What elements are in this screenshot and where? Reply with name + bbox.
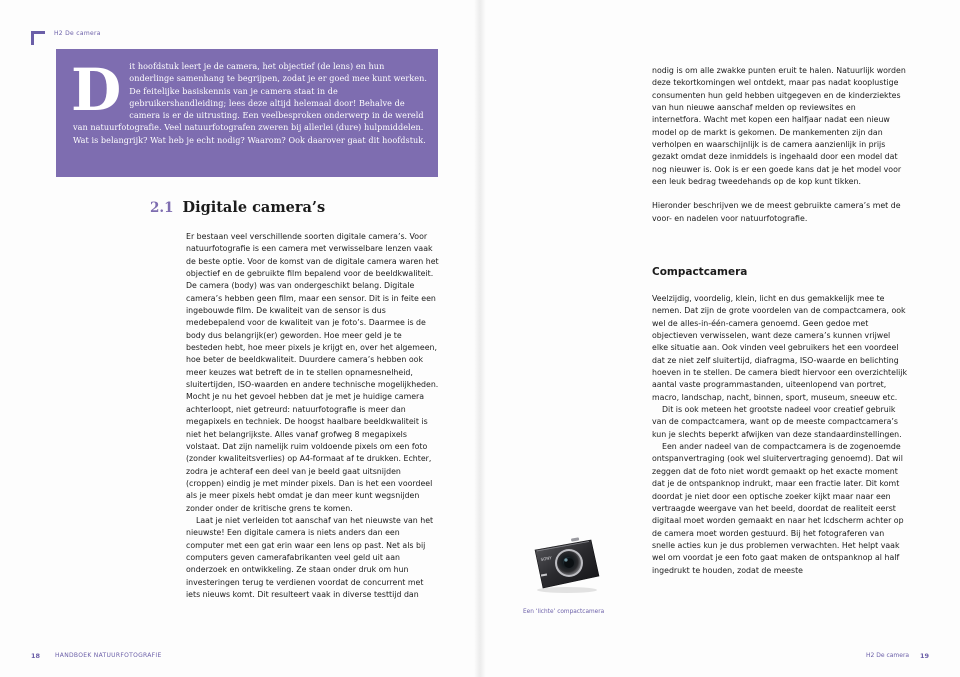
section-number: 2.1 xyxy=(150,200,174,216)
intro-text: it hoofdstuk leert je de camera, het objectief (de lens) en hun onderlinge samenhang te begrijpen, zodat je er goed mee kunt werken. De feitelijke basiskennis van je camera staat in de gebruikershandleiding; lees deze altijd helemaal door! Behalve de camera is er de uitrusting. Een veelbesproken onderwerp in de wereld van natuurfotografie. Veel natuurfotografen zweren bij allerlei (dure) hulpmiddelen. Wat is belangrijk? Wat heb je echt nodig? Waarom? Ook daarover gaat dit hoofdstuk. xyxy=(73,61,427,145)
camera-brand-label: SONY xyxy=(540,555,553,562)
intro-dropcap: D xyxy=(71,56,122,124)
right-page-number: 19 xyxy=(920,652,930,660)
book-gutter xyxy=(474,0,486,677)
compact-camera-image xyxy=(531,536,603,596)
right-footer-title: H2 De camera xyxy=(866,652,910,659)
chapter-intro-box xyxy=(56,49,438,177)
figure-caption: Een ‘lichte’ compactcamera xyxy=(523,609,605,615)
right-body-column xyxy=(652,65,906,225)
body-paragraph: Veelzijdig, voordelig, klein, licht en dus gemakkelijk mee te nemen. Dat zijn de grote voordelen van de compactcamera, ook wel de alles-in-één-camera genoemd. Geen gedoe met objectieven verwisselen, want deze camera’s kunnen vrijwel elke situatie aan. Ook vinden veel gebruikers het een voordeel dat ze niet zelf sluitertijd, diafragma, ISO-waarde en belichting hoeven in te stellen. De camera biedt hiervoor een overzichtelijk aantal vaste programmastanden, uiteenlopend van portret, macro, landschap, nacht, binnen, sport, museum, sneeuw etc. xyxy=(652,294,908,402)
body-paragraph: Hieronder beschrijven we de meest gebruikte camera’s met de voor- en nadelen voor natuurfotografie. xyxy=(652,201,901,223)
section-title: Digitale camera’s xyxy=(182,199,326,216)
subsection-title: Compactcamera xyxy=(652,266,748,278)
left-body-column xyxy=(186,231,439,601)
running-head: H2 De camera xyxy=(54,30,101,37)
body-paragraph: Een ander nadeel van de compactcamera is de zogenoemde ontspanvertraging (ook wel sluitervertraging genoemd). Dat wil zeggen dat de foto niet wordt gemaakt op het exacte moment dat je de ontspanknop indrukt, maar een fractie later. Dit komt doordat je niet door een optische zoeker kijkt maar naar een vertraagde weergave van het beeld, doordat de realiteit eerst digitaal moet worden gemaakt en naar het lcdscherm achter op de camera moet worden gestuurd. Bij het fotograferen van snelle acties kun je dus problemen verwachten. Het helpt vaak wel om voordat je een foto gaat maken de ontspanknop al half ingedrukt te houden, zodat de meeste xyxy=(652,442,904,575)
body-paragraph: Er bestaan veel verschillende soorten digitale camera’s. Voor natuurfotografie is een camera met verwisselbare lenzen vaak de beste optie. Voor de komst van de digitale camera waren het objectief en de gebruikte film bepalend voor de beeldkwaliteit. De camera (body) was van ondergeschikt belang. Digitale camera’s hebben geen film, maar een sensor. Dit is in feite een ingebouwde film. De kwaliteit van de sensor is dus medebepalend voor de kwaliteit van je foto’s. Daarmee is de body dus belangrijk(er) geworden. Hoe meer geld je te besteden hebt, hoe meer pixels je krijgt en, over het algemeen, hoe beter de beeldkwaliteit. Duurdere camera’s hebben ook meer keuzes wat betreft de in te stellen opnamesnelheid, sluitertijden, ISO-waarden en andere technische mogelijkheden. Mocht je nu het gevoel hebben dat je met je huidige camera achterloopt, niet getreurd: natuurfotografie is meer dan megapixels en techniek. De hoogst haalbare beeldkwaliteit is niet het belangrijkste. Alles vanaf grofweg 8 megapixels volstaat. Dat zijn namelijk ruim voldoende pixels om een foto (zonder kwaliteitsverlies) op A4-formaat af te drukken. Echter, zodra je achteraf een deel van je beeld gaat uitsnijden (croppen) eindig je met minder pixels. Dan is het een voordeel als je meer pixels hebt omdat je dan meer kunt wegsnijden zonder onder de kritische grens te komen. xyxy=(186,232,439,513)
body-paragraph: nodig is om alle zwakke punten eruit te halen. Natuurlijk worden deze tekortkomingen wel ontdekt, maar pas nadat kooplustige consumenten hun geld hebben uitgegeven en de kinderziektes van hun nieuwe aanschaf melden op reviewsites en internetfora. Wacht met kopen een halfjaar nadat een nieuw model op de markt is gekomen. De mankementen zijn dan verholpen en waarschijnlijk is de camera aanzienlijk in prijs gezakt omdat deze inmiddels is ingehaald door een model dat nog nieuwer is. Ook is er een goede kans dat je het model voor een leuk bedrag tweedehands op de kop kunt tikken. xyxy=(652,66,906,187)
subsection-body xyxy=(652,293,908,577)
chapter-corner-mark xyxy=(31,31,45,45)
body-paragraph: Laat je niet verleiden tot aanschaf van het nieuwste van het nieuwste! Een digitale camera is niets anders dan een computer met een gat erin waar een lens op past. Net als bij computers geven camerafabrikanten veel geld uit aan onderzoek en ontwikkeling. Ze staan onder druk om hun investeringen terug te verdienen voordat de concurrent met iets nieuws komt. Dit resulteert vaak in diverse testtijd dan xyxy=(186,515,434,599)
left-footer-title: HANDBOEK NATUURFOTOGRAFIE xyxy=(55,652,162,659)
body-paragraph: Dit is ook meteen het grootste nadeel voor creatief gebruik van de compactcamera, want op de meeste compactcamera’s kun je slechts beperkt afwijken van deze standaardinstellingen. xyxy=(652,405,902,439)
section-heading xyxy=(150,197,325,216)
left-page-number: 18 xyxy=(31,652,41,660)
